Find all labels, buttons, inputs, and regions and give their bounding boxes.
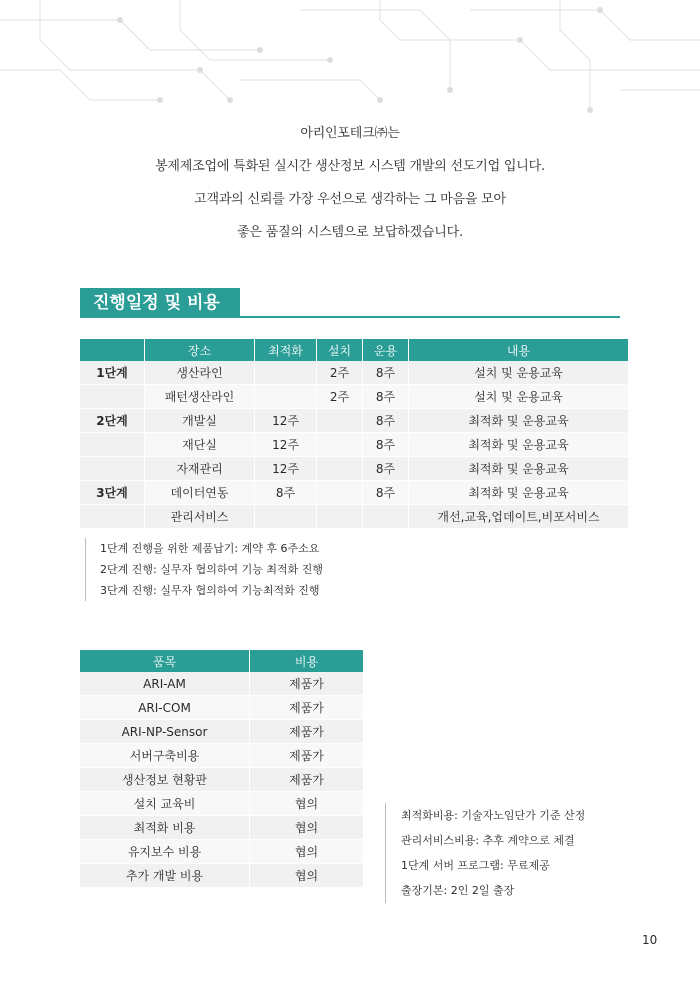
table-cell: 최적화 및 운용교육 <box>409 481 628 505</box>
table-row <box>80 361 628 385</box>
table-row <box>80 457 628 481</box>
table-row <box>80 385 628 409</box>
table-cell: 개선,교육,업데이트,비포서비스 <box>409 505 628 529</box>
table-cell: 8주 <box>363 385 409 409</box>
section-title: 진행일정 및 비용 <box>80 288 240 318</box>
table-cell: 생산정보 현황판 <box>80 768 250 792</box>
table-cell: 제품가 <box>250 720 363 744</box>
intro-line-2: 봉제제조업에 특화된 실시간 생산정보 시스템 개발의 선도기업 입니다. <box>155 159 545 174</box>
table-cell: 3단계 <box>80 481 145 505</box>
table-row <box>80 768 363 792</box>
table-cell: 관리서비스 <box>145 505 255 529</box>
schedule-header-operate: 운용 <box>363 339 409 361</box>
schedule-header-install: 설치 <box>317 339 363 361</box>
table-cell: 개발실 <box>145 409 255 433</box>
intro-line-3: 고객과의 신뢰를 가장 우선으로 생각하는 그 마음을 모아 <box>194 192 506 207</box>
circuit-background <box>0 0 700 120</box>
table-cell: ARI-COM <box>80 696 250 720</box>
schedule-header-stage <box>80 339 145 361</box>
table-cell: 제품가 <box>250 672 363 696</box>
table-cell: 재단실 <box>145 433 255 457</box>
table-cell: 12주 <box>255 433 317 457</box>
schedule-note: 3단계 진행: 실무자 협의하여 기능최적화 진행 <box>100 584 320 597</box>
table-row <box>80 792 363 816</box>
table-cell <box>255 385 317 409</box>
table-row <box>80 864 363 888</box>
table-cell: 협의 <box>250 816 363 840</box>
schedule-note: 2단계 진행: 실무자 협의하여 기능 최적화 진행 <box>100 563 323 576</box>
table-row <box>80 696 363 720</box>
schedule-notes <box>85 538 323 601</box>
table-cell: 추가 개발 비용 <box>80 864 250 888</box>
table-cell: 협의 <box>250 792 363 816</box>
cost-note: 최적화비용: 기술자노임단가 기준 산정 <box>401 809 586 822</box>
table-cell <box>255 505 317 529</box>
table-cell: 최적화 및 운용교육 <box>409 457 628 481</box>
schedule-header-optimize: 최적화 <box>255 339 317 361</box>
table-cell: 2주 <box>317 361 363 385</box>
table-cell <box>255 361 317 385</box>
table-cell <box>317 433 363 457</box>
table-cell: 최적화 및 운용교육 <box>409 433 628 457</box>
cost-header-item: 품목 <box>80 650 250 672</box>
schedule-header-content: 내용 <box>409 339 628 361</box>
table-cell: ARI-AM <box>80 672 250 696</box>
table-cell: 8주 <box>363 433 409 457</box>
table-cell <box>317 481 363 505</box>
table-cell: 1단계 <box>80 361 145 385</box>
schedule-table <box>80 339 628 529</box>
table-cell <box>80 433 145 457</box>
table-cell: 자재관리 <box>145 457 255 481</box>
table-cell: 8주 <box>363 409 409 433</box>
table-row <box>80 672 363 696</box>
cost-note: 관리서비스비용: 추후 계약으로 체결 <box>401 834 575 847</box>
schedule-header-row <box>80 339 628 361</box>
table-cell <box>317 409 363 433</box>
table-cell: 설치 및 운용교육 <box>409 385 628 409</box>
table-cell: 8주 <box>363 457 409 481</box>
table-cell: 협의 <box>250 864 363 888</box>
cost-header-row <box>80 650 363 672</box>
table-cell <box>80 505 145 529</box>
schedule-note: 1단계 진행을 위한 제품납기: 계약 후 6주소요 <box>100 542 320 555</box>
table-cell: 2주 <box>317 385 363 409</box>
table-cell: 제품가 <box>250 768 363 792</box>
table-cell: 패턴생산라인 <box>145 385 255 409</box>
table-row <box>80 505 628 529</box>
schedule-header-place: 장소 <box>145 339 255 361</box>
table-cell: 8주 <box>363 361 409 385</box>
cost-table <box>80 650 363 888</box>
cost-header-price: 비용 <box>250 650 363 672</box>
cost-note: 1단계 서버 프로그램: 무료제공 <box>401 859 550 872</box>
page-number: 10 <box>642 933 658 947</box>
intro-line-4: 좋은 품질의 시스템으로 보답하겠습니다. <box>237 225 463 240</box>
table-cell: ARI-NP-Sensor <box>80 720 250 744</box>
cost-notes <box>385 803 585 903</box>
table-row <box>80 816 363 840</box>
intro-line-1: 아리인포테크㈜는 <box>300 126 400 141</box>
table-cell: 유지보수 비용 <box>80 840 250 864</box>
cost-note: 출장기본: 2인 2일 출장 <box>401 884 515 897</box>
table-cell: 생산라인 <box>145 361 255 385</box>
table-cell: 12주 <box>255 409 317 433</box>
table-cell: 제품가 <box>250 696 363 720</box>
table-row <box>80 720 363 744</box>
table-cell: 협의 <box>250 840 363 864</box>
table-cell: 서버구축비용 <box>80 744 250 768</box>
table-cell: 8주 <box>255 481 317 505</box>
table-cell: 최적화 및 운용교육 <box>409 409 628 433</box>
table-cell: 8주 <box>363 481 409 505</box>
table-cell <box>317 457 363 481</box>
table-cell <box>363 505 409 529</box>
table-cell: 최적화 비용 <box>80 816 250 840</box>
table-cell: 제품가 <box>250 744 363 768</box>
table-cell: 설치 및 운용교육 <box>409 361 628 385</box>
table-cell: 12주 <box>255 457 317 481</box>
table-row <box>80 481 628 505</box>
table-row <box>80 433 628 457</box>
section-underline <box>80 316 620 318</box>
table-row <box>80 840 363 864</box>
table-cell: 2단계 <box>80 409 145 433</box>
table-cell <box>80 457 145 481</box>
table-row <box>80 409 628 433</box>
table-cell <box>80 385 145 409</box>
table-cell: 설치 교육비 <box>80 792 250 816</box>
table-cell: 데이터연동 <box>145 481 255 505</box>
table-cell <box>317 505 363 529</box>
table-row <box>80 744 363 768</box>
